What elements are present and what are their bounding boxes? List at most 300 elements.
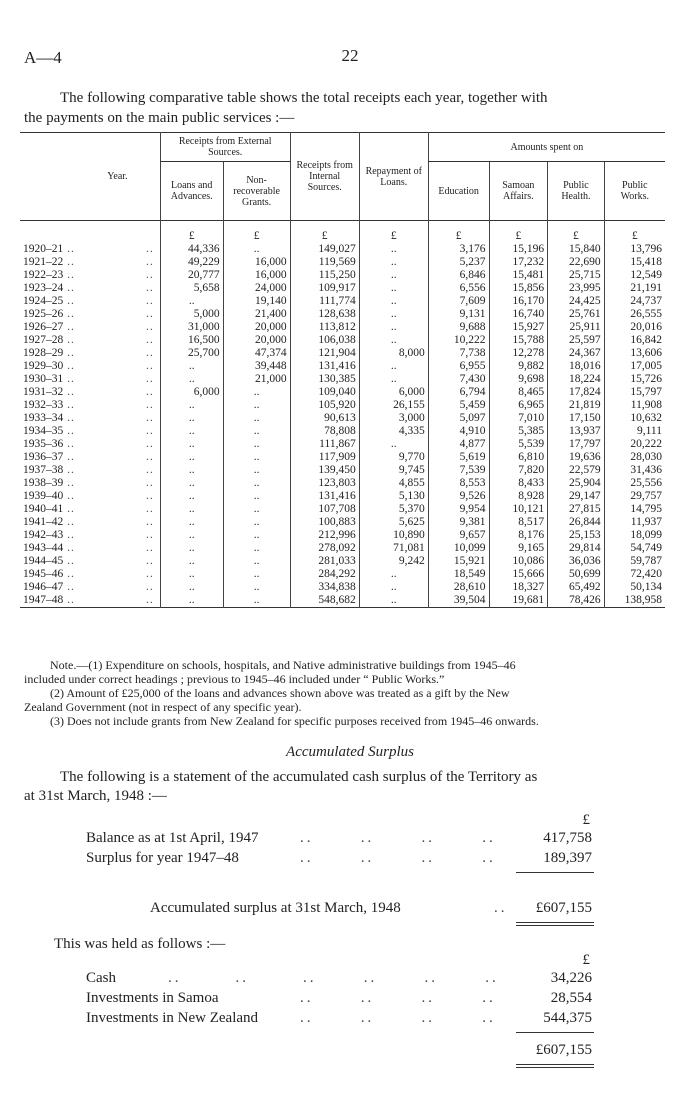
health-cell: 18,016 (548, 360, 605, 373)
health-cell: 24,367 (548, 347, 605, 360)
loans-cell: .. (160, 594, 223, 608)
health-cell: 78,426 (548, 594, 605, 608)
leader-dots: .. (146, 334, 154, 346)
year-cell: 1939–40 (23, 490, 64, 502)
health-cell: 65,492 (548, 581, 605, 594)
year-cell: 1926–27 (23, 321, 64, 333)
leader-dots: .. (63, 568, 75, 580)
internal-cell: 109,917 (290, 282, 359, 295)
leader-dots: .. (146, 386, 154, 398)
held-total-amount: £607,155 (535, 1042, 592, 1058)
leader-dots: .. (146, 581, 154, 593)
works-cell: 138,958 (604, 594, 665, 608)
works-cell: 59,787 (604, 555, 665, 568)
education-cell: 5,097 (428, 412, 489, 425)
samoan-cell: 15,788 (489, 334, 548, 347)
samoan-cell: 5,385 (489, 425, 548, 438)
works-cell: 54,749 (604, 542, 665, 555)
works-cell: 17,005 (604, 360, 665, 373)
internal-cell: 109,040 (290, 386, 359, 399)
leader-dots: .. (63, 555, 75, 567)
year-cell: 1943–44 (23, 542, 64, 554)
education-cell: 3,176 (428, 243, 489, 256)
leader-dots: .. (63, 464, 75, 476)
health-cell: 36,036 (548, 555, 605, 568)
year-cell: 1934–35 (23, 425, 64, 437)
loans-cell: 31,000 (160, 321, 223, 334)
internal-cell: 119,569 (290, 256, 359, 269)
samoan-cell: 8,176 (489, 529, 548, 542)
works-cell: 11,937 (604, 516, 665, 529)
samoan-cell: 19,681 (489, 594, 548, 608)
nz-investments-label: Investments in New Zealand (86, 1010, 259, 1026)
note-2-line-2: Zealand Government (not in respect of any specific year). (24, 700, 302, 714)
year-cell: 1922–23 (23, 269, 64, 281)
cash-amount: 34,226 (550, 970, 592, 986)
col-group-external: Receipts from External Sources. (160, 133, 290, 162)
grants-cell: .. (223, 451, 290, 464)
leader-dots: .. (146, 243, 154, 255)
education-cell: 5,459 (428, 399, 489, 412)
education-cell: 28,610 (428, 581, 489, 594)
health-cell: 24,425 (548, 295, 605, 308)
grants-cell: .. (223, 464, 290, 477)
samoa-investments-amount: 28,554 (550, 990, 592, 1006)
internal-cell: 107,708 (290, 503, 359, 516)
repayment-cell: .. (359, 256, 428, 269)
leader-dots: .. (146, 295, 154, 307)
samoan-cell: 16,740 (489, 308, 548, 321)
works-cell: 31,436 (604, 464, 665, 477)
year-cell: 1944–45 (23, 555, 64, 567)
statement-currency: £ (582, 952, 590, 968)
education-cell: 4,877 (428, 438, 489, 451)
leader-dots: .. (146, 542, 154, 554)
leader-dots: .. (63, 321, 75, 333)
education-cell: 6,556 (428, 282, 489, 295)
year-cell: 1930–31 (23, 373, 64, 385)
loans-cell: 20,777 (160, 269, 223, 282)
grants-cell: .. (223, 542, 290, 555)
grants-cell: .. (223, 594, 290, 608)
grants-cell: .. (223, 412, 290, 425)
works-cell: 13,796 (604, 243, 665, 256)
intro-line-2: the payments on the main public services :— (24, 110, 295, 126)
internal-cell: 548,682 (290, 594, 359, 608)
internal-cell: 131,416 (290, 360, 359, 373)
leader-dots: .. (63, 373, 75, 385)
held-label: This was held as follows :— (54, 936, 226, 952)
grants-cell: .. (223, 425, 290, 438)
total-rule (516, 1064, 594, 1065)
leader-dots: .. (146, 594, 154, 606)
health-cell: 17,150 (548, 412, 605, 425)
leader-dots: .. (63, 542, 75, 554)
internal-cell: 284,292 (290, 568, 359, 581)
internal-cell: 111,867 (290, 438, 359, 451)
health-cell: 13,937 (548, 425, 605, 438)
grants-cell: .. (223, 555, 290, 568)
leader-dots: .. (63, 295, 75, 307)
health-cell: 23,995 (548, 282, 605, 295)
health-cell: 18,224 (548, 373, 605, 386)
education-cell: 15,921 (428, 555, 489, 568)
col-loans-header: Loans and Advances. (160, 162, 223, 221)
leader-dots: .. (146, 321, 154, 333)
loans-cell: .. (160, 555, 223, 568)
leader-dots: .. .. .. .. (300, 830, 496, 846)
currency-symbol: £ (548, 221, 605, 244)
works-cell: 16,842 (604, 334, 665, 347)
leader-dots: .. (146, 490, 154, 502)
currency-symbol: £ (489, 221, 548, 244)
grants-cell: .. (223, 243, 290, 256)
education-cell: 9,954 (428, 503, 489, 516)
internal-cell: 281,033 (290, 555, 359, 568)
education-cell: 10,222 (428, 334, 489, 347)
works-cell: 29,757 (604, 490, 665, 503)
samoan-cell: 10,121 (489, 503, 548, 516)
repayment-cell: 6,000 (359, 386, 428, 399)
note-1-line-1: Note.—(1) Expenditure on schools, hospitals, and Native administrative buildings from 1945–46 (50, 658, 516, 672)
leader-dots: .. .. .. .. (300, 1010, 496, 1026)
year-cell: 1924–25 (23, 295, 64, 307)
repayment-cell: .. (359, 568, 428, 581)
works-cell: 24,737 (604, 295, 665, 308)
education-cell: 4,910 (428, 425, 489, 438)
repayment-cell: 9,745 (359, 464, 428, 477)
balance-label: Balance as at 1st April, 1947 (86, 830, 259, 846)
works-cell: 20,016 (604, 321, 665, 334)
samoa-investments-label: Investments in Samoa (86, 990, 219, 1006)
note-3: (3) Does not include grants from New Zealand for specific purposes received from 1945–46 onwards. (50, 714, 539, 728)
grants-cell: .. (223, 529, 290, 542)
repayment-cell: 10,890 (359, 529, 428, 542)
internal-cell: 278,092 (290, 542, 359, 555)
leader-dots: .. (63, 581, 75, 593)
health-cell: 22,579 (548, 464, 605, 477)
loans-cell: 16,500 (160, 334, 223, 347)
loans-cell: .. (160, 503, 223, 516)
leader-dots: .. .. .. .. .. .. (168, 970, 499, 986)
samoan-cell: 6,810 (489, 451, 548, 464)
cash-label: Cash (86, 970, 116, 986)
total-rule (516, 922, 594, 923)
intro-line-1: The following comparative table shows the total receipts each year, together with (60, 90, 548, 106)
balance-amount: 417,758 (543, 830, 592, 846)
grants-cell: .. (223, 477, 290, 490)
samoan-cell: 18,327 (489, 581, 548, 594)
health-cell: 25,911 (548, 321, 605, 334)
year-cell: 1932–33 (23, 399, 64, 411)
leader-dots: .. (146, 555, 154, 567)
repayment-cell: 4,855 (359, 477, 428, 490)
education-cell: 9,526 (428, 490, 489, 503)
year-cell: 1927–28 (23, 334, 64, 346)
education-cell: 6,846 (428, 269, 489, 282)
leader-dots: .. (63, 516, 75, 528)
works-cell: 72,420 (604, 568, 665, 581)
samoan-cell: 16,170 (489, 295, 548, 308)
leader-dots: .. (63, 412, 75, 424)
total-rule (516, 1067, 594, 1068)
education-cell: 7,738 (428, 347, 489, 360)
repayment-cell: .. (359, 373, 428, 386)
works-cell: 12,549 (604, 269, 665, 282)
leader-dots: .. (63, 243, 75, 255)
subtotal-rule (516, 1032, 594, 1033)
grants-cell: 24,000 (223, 282, 290, 295)
year-cell: 1942–43 (23, 529, 64, 541)
grants-cell: .. (223, 581, 290, 594)
loans-cell: 25,700 (160, 347, 223, 360)
samoan-cell: 15,666 (489, 568, 548, 581)
health-cell: 21,819 (548, 399, 605, 412)
health-cell: 50,699 (548, 568, 605, 581)
leader-dots: .. (146, 503, 154, 515)
loans-cell: .. (160, 477, 223, 490)
leader-dots: .. (146, 516, 154, 528)
repayment-cell: 3,000 (359, 412, 428, 425)
surplus-intro-line-1: The following is a statement of the accumulated cash surplus of the Territory as (60, 769, 538, 785)
leader-dots: .. (63, 256, 75, 268)
repayment-cell: 26,155 (359, 399, 428, 412)
leader-dots: .. (63, 490, 75, 502)
loans-cell: .. (160, 542, 223, 555)
education-cell: 9,381 (428, 516, 489, 529)
loans-cell: 44,336 (160, 243, 223, 256)
repayment-cell: .. (359, 243, 428, 256)
leader-dots: .. (63, 438, 75, 450)
internal-cell: 130,385 (290, 373, 359, 386)
repayment-cell: 4,335 (359, 425, 428, 438)
grants-cell: 19,140 (223, 295, 290, 308)
education-cell: 39,504 (428, 594, 489, 608)
internal-cell: 78,808 (290, 425, 359, 438)
leader-dots: .. (63, 477, 75, 489)
samoan-cell: 9,165 (489, 542, 548, 555)
samoan-cell: 5,539 (489, 438, 548, 451)
leader-dots: .. (63, 503, 75, 515)
col-repayment-header: Repayment of Loans. (359, 133, 428, 221)
internal-cell: 106,038 (290, 334, 359, 347)
leader-dots: .. (146, 412, 154, 424)
grants-cell: 16,000 (223, 256, 290, 269)
internal-cell: 139,450 (290, 464, 359, 477)
col-education-header: Education (428, 162, 489, 221)
education-cell: 6,794 (428, 386, 489, 399)
col-group-spent: Amounts spent on (428, 133, 665, 162)
loans-cell: .. (160, 516, 223, 529)
leader-dots: .. (63, 347, 75, 359)
loans-cell: .. (160, 295, 223, 308)
currency-symbol: £ (290, 221, 359, 244)
internal-cell: 105,920 (290, 399, 359, 412)
leader-dots: .. (146, 282, 154, 294)
samoan-cell: 15,927 (489, 321, 548, 334)
internal-cell: 113,812 (290, 321, 359, 334)
grants-cell: 39,448 (223, 360, 290, 373)
currency-symbol: £ (359, 221, 428, 244)
health-cell: 22,690 (548, 256, 605, 269)
repayment-cell: 5,625 (359, 516, 428, 529)
works-cell: 25,556 (604, 477, 665, 490)
works-cell: 21,191 (604, 282, 665, 295)
works-cell: 13,606 (604, 347, 665, 360)
year-cell: 1925–26 (23, 308, 64, 320)
repayment-cell: .. (359, 269, 428, 282)
health-cell: 27,815 (548, 503, 605, 516)
leader-dots: .. (63, 425, 75, 437)
health-cell: 25,904 (548, 477, 605, 490)
leader-dots: .. (146, 529, 154, 541)
leader-dots: .. (63, 399, 75, 411)
health-cell: 25,153 (548, 529, 605, 542)
year-cell: 1946–47 (23, 581, 64, 593)
year-cell: 1920–21 (23, 243, 64, 255)
samoan-cell: 8,465 (489, 386, 548, 399)
works-cell: 26,555 (604, 308, 665, 321)
internal-cell: 117,909 (290, 451, 359, 464)
year-cell: 1936–37 (23, 451, 64, 463)
grants-cell: 21,400 (223, 308, 290, 321)
samoan-cell: 7,820 (489, 464, 548, 477)
leader-dots: .. (63, 386, 75, 398)
education-cell: 9,131 (428, 308, 489, 321)
internal-cell: 128,638 (290, 308, 359, 321)
repayment-cell: .. (359, 334, 428, 347)
repayment-cell: 9,770 (359, 451, 428, 464)
leader-dots: .. (63, 269, 75, 281)
year-cell: 1931–32 (23, 386, 64, 398)
loans-cell: .. (160, 490, 223, 503)
education-cell: 18,549 (428, 568, 489, 581)
grants-cell: .. (223, 438, 290, 451)
col-grants-header: Non-recoverable Grants. (223, 162, 290, 221)
internal-cell: 131,416 (290, 490, 359, 503)
leader-dots: .. (146, 477, 154, 489)
note-1-line-2: included under correct headings ; previous to 1945–46 included under “ Public Works.” (24, 672, 445, 686)
samoan-cell: 15,856 (489, 282, 548, 295)
leader-dots: .. (63, 529, 75, 541)
samoan-cell: 8,517 (489, 516, 548, 529)
works-cell: 10,632 (604, 412, 665, 425)
year-cell: 1947–48 (23, 594, 64, 606)
grants-cell: 20,000 (223, 321, 290, 334)
total-rule (516, 925, 594, 926)
grants-cell: 16,000 (223, 269, 290, 282)
currency-symbol: £ (428, 221, 489, 244)
works-cell: 15,726 (604, 373, 665, 386)
works-cell: 15,418 (604, 256, 665, 269)
year-cell: 1923–24 (23, 282, 64, 294)
internal-cell: 115,250 (290, 269, 359, 282)
repayment-cell: .. (359, 282, 428, 295)
health-cell: 19,636 (548, 451, 605, 464)
works-cell: 18,099 (604, 529, 665, 542)
health-cell: 25,761 (548, 308, 605, 321)
col-health-header: Public Health. (548, 162, 605, 221)
loans-cell: .. (160, 412, 223, 425)
loans-cell: 5,000 (160, 308, 223, 321)
repayment-cell: 9,242 (359, 555, 428, 568)
currency-symbol: £ (223, 221, 290, 244)
health-cell: 17,824 (548, 386, 605, 399)
year-cell: 1938–39 (23, 477, 64, 489)
year-cell: 1937–38 (23, 464, 64, 476)
repayment-cell: 5,370 (359, 503, 428, 516)
education-cell: 5,237 (428, 256, 489, 269)
works-cell: 11,908 (604, 399, 665, 412)
leader-dots: .. .. .. .. (300, 850, 496, 866)
education-cell: 7,430 (428, 373, 489, 386)
health-cell: 25,597 (548, 334, 605, 347)
repayment-cell: 5,130 (359, 490, 428, 503)
year-cell: 1941–42 (23, 516, 64, 528)
leader-dots: .. (146, 399, 154, 411)
year-cell: 1940–41 (23, 503, 64, 515)
leader-dots: .. (63, 451, 75, 463)
leader-dots: .. (146, 464, 154, 476)
health-cell: 25,715 (548, 269, 605, 282)
year-cell: 1928–29 (23, 347, 64, 359)
internal-cell: 100,883 (290, 516, 359, 529)
repayment-cell: 8,000 (359, 347, 428, 360)
repayment-cell: 71,081 (359, 542, 428, 555)
grants-cell: 21,000 (223, 373, 290, 386)
col-works-header: Public Works. (604, 162, 665, 221)
education-cell: 9,688 (428, 321, 489, 334)
loans-cell: .. (160, 464, 223, 477)
education-cell: 5,619 (428, 451, 489, 464)
works-cell: 28,030 (604, 451, 665, 464)
internal-cell: 123,803 (290, 477, 359, 490)
repayment-cell: .. (359, 581, 428, 594)
leader-dots: .. (146, 451, 154, 463)
leader-dots: .. .. .. .. (300, 990, 496, 1006)
surplus-year-amount: 189,397 (543, 850, 592, 866)
year-cell: 1929–30 (23, 360, 64, 372)
internal-cell: 334,838 (290, 581, 359, 594)
internal-cell: 90,613 (290, 412, 359, 425)
col-internal-header: Receipts from Internal Sources. (290, 133, 359, 221)
health-cell: 17,797 (548, 438, 605, 451)
leader-dots: .. (146, 425, 154, 437)
samoan-cell: 6,965 (489, 399, 548, 412)
loans-cell: .. (160, 425, 223, 438)
report-code: A—4 (24, 48, 62, 67)
leader-dots: .. (63, 308, 75, 320)
repayment-cell: .. (359, 295, 428, 308)
grants-cell: .. (223, 490, 290, 503)
samoan-cell: 17,232 (489, 256, 548, 269)
grants-cell: .. (223, 386, 290, 399)
samoan-cell: 12,278 (489, 347, 548, 360)
repayment-cell: .. (359, 438, 428, 451)
loans-cell: .. (160, 373, 223, 386)
repayment-cell: .. (359, 360, 428, 373)
surplus-intro-line-2: at 31st March, 1948 :— (24, 788, 167, 804)
samoan-cell: 9,882 (489, 360, 548, 373)
samoan-cell: 15,481 (489, 269, 548, 282)
leader-dots: .. (63, 594, 75, 606)
education-cell: 8,553 (428, 477, 489, 490)
repayment-cell: .. (359, 594, 428, 608)
loans-cell: .. (160, 451, 223, 464)
loans-cell: .. (160, 438, 223, 451)
grants-cell: .. (223, 503, 290, 516)
leader-dots: .. (63, 360, 75, 372)
